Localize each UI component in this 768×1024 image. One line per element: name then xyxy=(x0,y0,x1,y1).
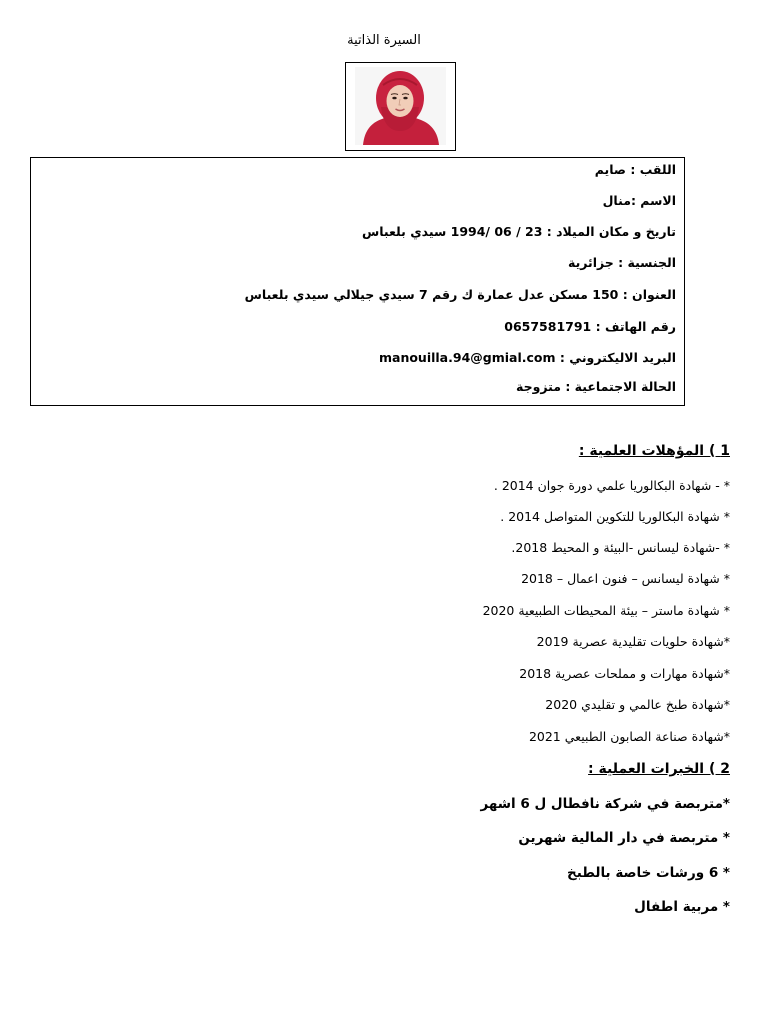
experience-item: * متربصة في دار المالية شهرين xyxy=(518,830,730,846)
info-nationality: الجنسية : جزائرية xyxy=(567,255,676,270)
experience-item: * 6 ورشات خاصة بالطبخ xyxy=(567,865,730,881)
info-email: البريد الاليكتروني : manouilla.94@gmial.com xyxy=(378,350,676,365)
info-birth: تاريخ و مكان الميلاد : 23 / 06 /1994 سيدي بلعباس xyxy=(361,224,676,239)
qualification-item: *شهادة صناعة الصابون الطبيعي 2021 xyxy=(528,729,730,744)
qualification-item: * شهادة البكالوريا للتكوين المتواصل 2014 . xyxy=(500,509,730,524)
qualification-item: *شهادة مهارات و مملحات عصرية 2018 xyxy=(519,666,730,681)
experience-item: *متربصة في شركة نافطال ل 6 اشهر xyxy=(480,796,730,812)
personal-info-box xyxy=(30,157,685,406)
info-surname: اللقب : صايم xyxy=(594,162,676,177)
qualifications-heading: 1 ) المؤهلات العلمية : xyxy=(578,443,730,459)
info-phone: رقم الهاتف : 0657581791 xyxy=(504,319,676,334)
experience-item: * مربية اطفال xyxy=(634,899,730,915)
qualification-item: * -شهادة ليسانس -البيئة و المحيط 2018. xyxy=(511,540,730,555)
info-marital-status: الحالة الاجتماعية : متزوجة xyxy=(516,379,676,394)
qualification-item: * - شهادة البكالوريا علمي دورة جوان 2014 . xyxy=(493,478,730,493)
info-address: العنوان : 150 مسكن عدل عمارة ك رقم 7 سيدي جيلالي سيدي بلعباس xyxy=(244,287,676,302)
qualification-item: *شهادة طبخ عالمي و تقليدي 2020 xyxy=(545,697,730,712)
profile-photo xyxy=(355,67,446,145)
profile-photo-frame xyxy=(345,62,456,151)
qualification-item: * شهادة ماستر – بيئة المحيطات الطبيعية 2020 xyxy=(482,603,730,618)
info-first-name: الاسم :منال xyxy=(602,193,676,208)
qualification-item: *شهادة حلويات تقليدية عصرية 2019 xyxy=(536,634,730,649)
experience-heading: 2 ) الخبرات العملية : xyxy=(588,761,730,777)
document-title: السيرة الذاتية xyxy=(347,33,421,48)
qualification-item: * شهادة ليسانس – فنون اعمال – 2018 xyxy=(521,571,730,586)
